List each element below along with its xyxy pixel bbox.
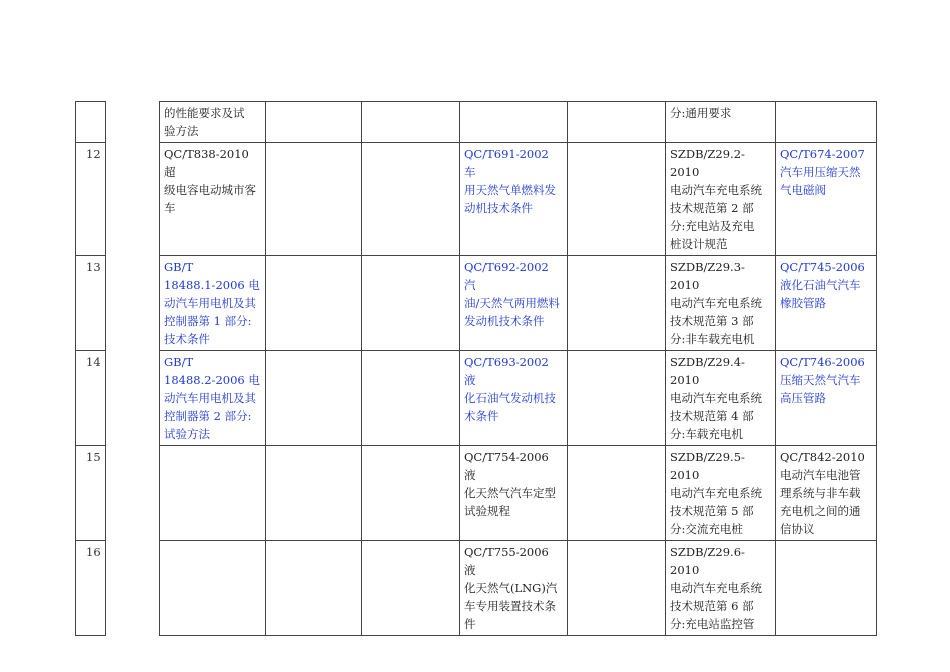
standard-link[interactable]: GB/T 18488.2-2006 电 动汽车用电机及其 控制器第 2 部分: 试验方法 xyxy=(160,351,266,446)
standard-link[interactable]: QC/T692-2002 汽 油/天然气两用燃料 发动机技术条件 xyxy=(460,256,568,351)
standard-cell: SZDB/Z29.2-2010 电动汽车充电系统 技术规范第 2 部 分:充电站及充电 桩设计规范 xyxy=(666,143,776,256)
table-row xyxy=(76,102,877,143)
row-number: 13 xyxy=(76,256,106,351)
row-number: 15 xyxy=(76,446,106,541)
standard-cell: 的性能要求及试 验方法 xyxy=(160,102,266,143)
empty-cell xyxy=(266,446,362,541)
standard-cell: SZDB/Z29.4-2010 电动汽车充电系统 技术规范第 4 部 分:车载充电机 xyxy=(666,351,776,446)
standard-link[interactable]: QC/T691-2002 车 用天然气单燃料发 动机技术条件 xyxy=(460,143,568,256)
row-number: 14 xyxy=(76,351,106,446)
table-row xyxy=(76,541,877,636)
standard-cell: QC/T754-2006 液 化天然气汽车定型 试验规程 xyxy=(460,446,568,541)
table-body xyxy=(76,102,877,636)
empty-cell xyxy=(568,102,666,143)
empty-cell xyxy=(362,256,460,351)
standard-cell: QC/T838-2010 超 级电容电动城市客 车 xyxy=(160,143,266,256)
empty-cell xyxy=(160,446,266,541)
empty-cell xyxy=(266,351,362,446)
standard-cell xyxy=(776,102,877,143)
table-row xyxy=(76,446,877,541)
standard-cell: SZDB/Z29.6-2010 电动汽车充电系统 技术规范第 6 部 分:充电站监控管 xyxy=(666,541,776,636)
empty-cell xyxy=(362,143,460,256)
standard-cell: SZDB/Z29.5-2010 电动汽车充电系统 技术规范第 5 部 分:交流充电桩 xyxy=(666,446,776,541)
standard-link[interactable]: GB/T 18488.1-2006 电 动汽车用电机及其 控制器第 1 部分: 技术条件 xyxy=(160,256,266,351)
standards-table xyxy=(75,101,877,636)
standard-cell: 分:通用要求 xyxy=(666,102,776,143)
standard-link[interactable]: QC/T674-2007 汽车用压缩天然 气电磁阀 xyxy=(776,143,877,256)
standard-link[interactable]: QC/T693-2002 液 化石油气发动机技 术条件 xyxy=(460,351,568,446)
merged-column-cell xyxy=(106,102,160,636)
empty-cell xyxy=(266,256,362,351)
table-row xyxy=(76,256,877,351)
empty-cell xyxy=(568,256,666,351)
empty-cell xyxy=(266,102,362,143)
table-row xyxy=(76,143,877,256)
empty-cell xyxy=(362,446,460,541)
standard-cell: QC/T755-2006 液 化天然气(LNG)汽 车专用装置技术条 件 xyxy=(460,541,568,636)
row-number: 16 xyxy=(76,541,106,636)
standard-link[interactable]: QC/T746-2006 压缩天然气汽车 高压管路 xyxy=(776,351,877,446)
standard-cell: SZDB/Z29.3-2010 电动汽车充电系统 技术规范第 3 部 分:非车载充电机 xyxy=(666,256,776,351)
row-number xyxy=(76,102,106,143)
table-row xyxy=(76,351,877,446)
empty-cell xyxy=(266,143,362,256)
empty-cell xyxy=(362,102,460,143)
empty-cell xyxy=(160,541,266,636)
standard-cell xyxy=(460,102,568,143)
empty-cell xyxy=(266,541,362,636)
empty-cell xyxy=(568,143,666,256)
empty-cell xyxy=(568,541,666,636)
row-number: 12 xyxy=(76,143,106,256)
empty-cell xyxy=(568,351,666,446)
empty-cell xyxy=(776,541,877,636)
empty-cell xyxy=(568,446,666,541)
empty-cell xyxy=(362,541,460,636)
standard-cell: QC/T842-2010 电动汽车电池管 理系统与非车载 充电机之间的通 信协议 xyxy=(776,446,877,541)
empty-cell xyxy=(362,351,460,446)
standard-link[interactable]: QC/T745-2006 液化石油气汽车 橡胶管路 xyxy=(776,256,877,351)
